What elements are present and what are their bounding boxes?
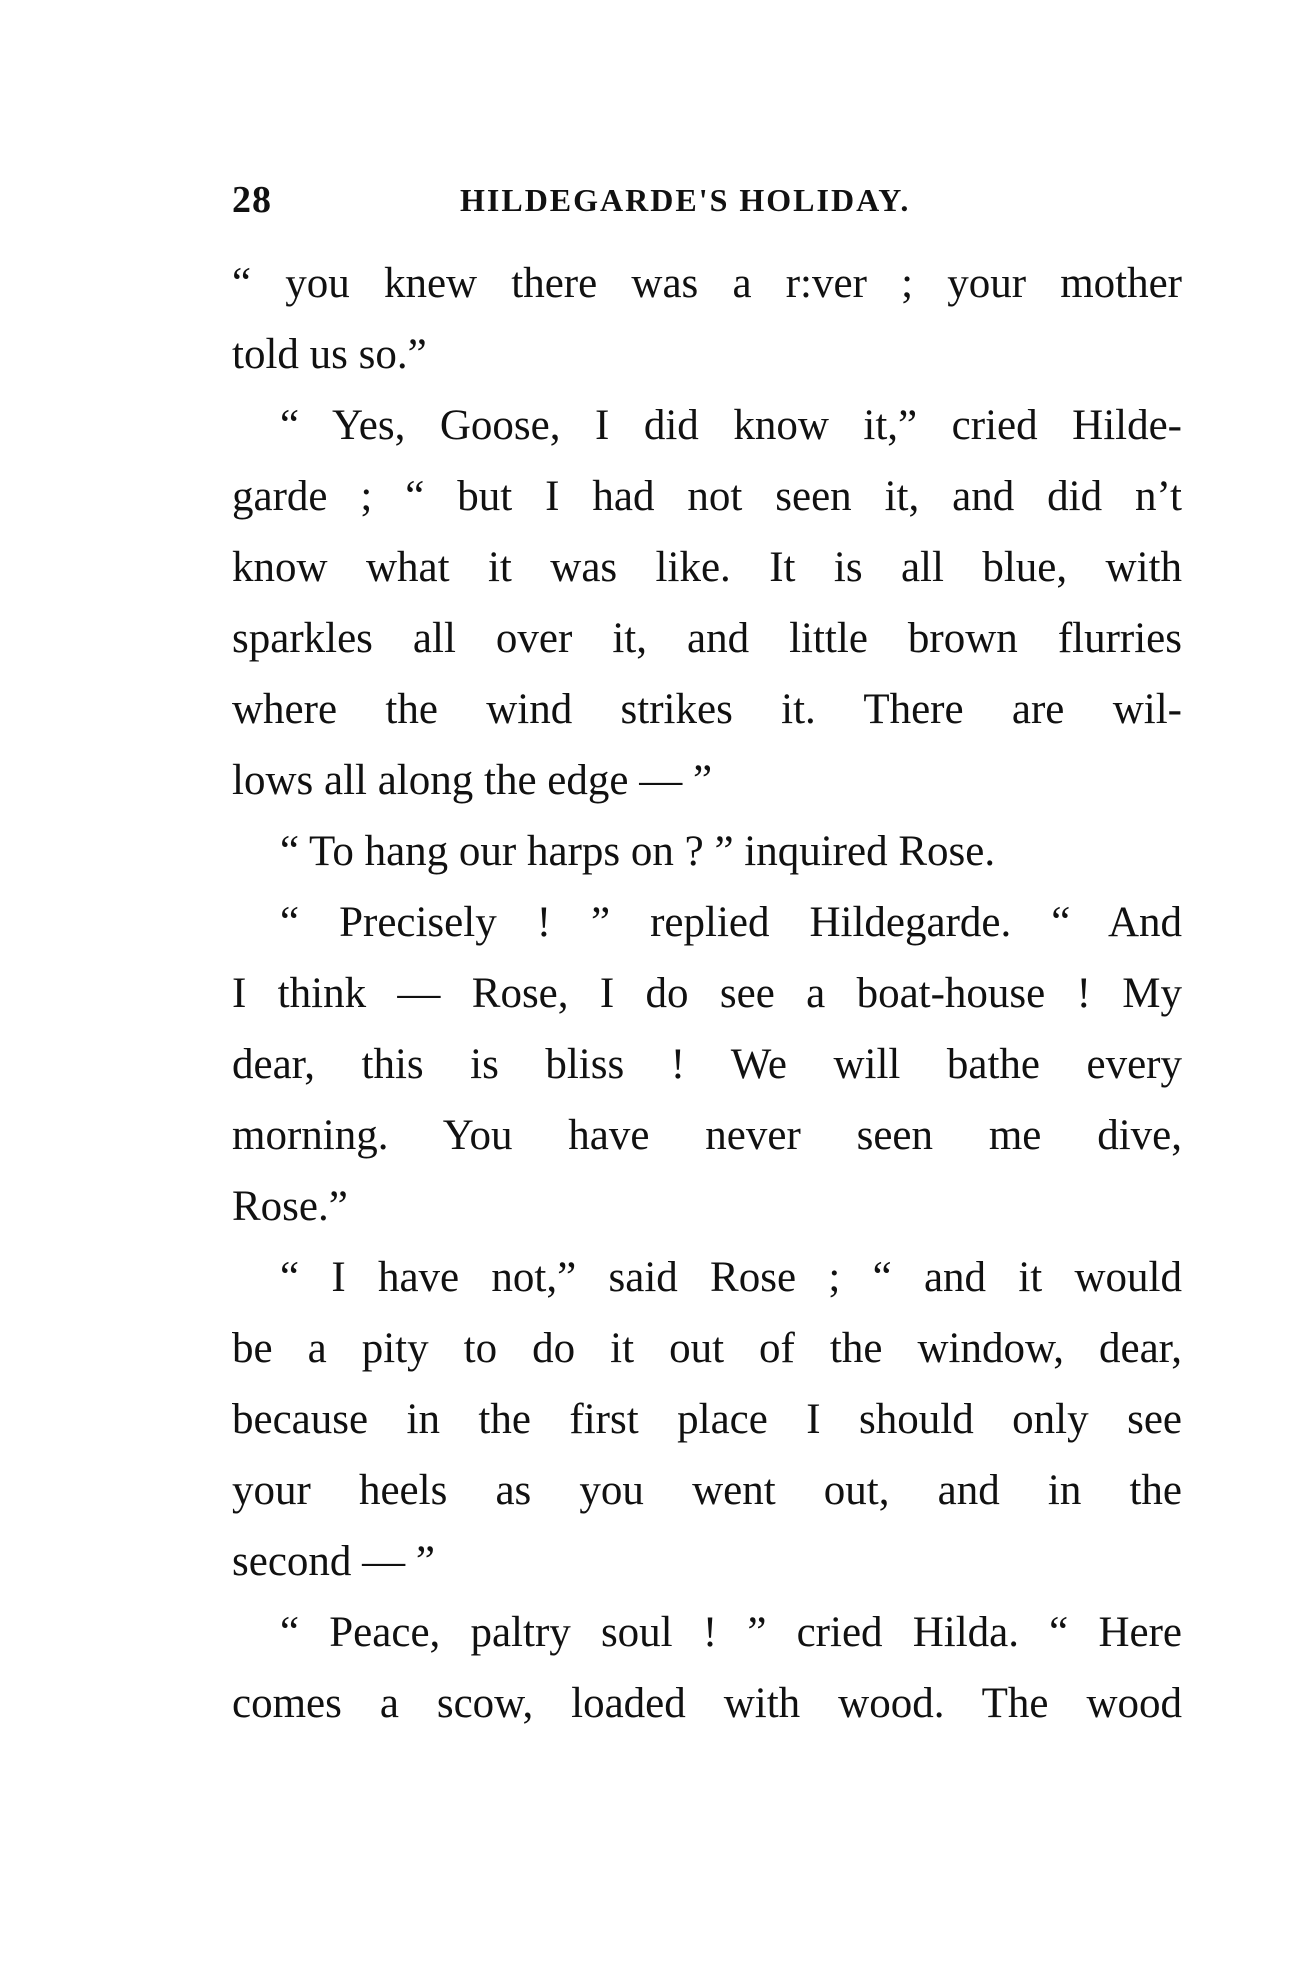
text-line: lows all along the edge — ”: [232, 757, 713, 804]
text-line: where the wind strikes it. There are wil-: [232, 686, 1182, 733]
text-line: your heels as you went out, and in the: [232, 1467, 1182, 1514]
text-line: garde ; “ but I had not seen it, and did n’t: [232, 473, 1182, 520]
text-line: “ I have not,” said Rose ; “ and it would: [280, 1254, 1182, 1301]
text-line: morning. You have never seen me dive,: [232, 1112, 1182, 1159]
text-line: I think — Rose, I do see a boat-house ! My: [232, 970, 1182, 1017]
text-line: dear, this is bliss ! We will bathe every: [232, 1041, 1182, 1088]
text-line: Rose.”: [232, 1183, 348, 1230]
text-line: second — ”: [232, 1538, 435, 1585]
text-line: know what it was like. It is all blue, with: [232, 544, 1182, 591]
text-line: because in the first place I should only see: [232, 1396, 1182, 1443]
page-number: 28: [232, 179, 272, 221]
text-line: “ To hang our harps on ? ” inquired Rose.: [280, 828, 996, 875]
text-line: “ you knew there was a r:ver ; your mother: [232, 260, 1182, 307]
text-line: “ Precisely ! ” replied Hildegarde. “ And: [280, 899, 1182, 946]
text-line: told us so.”: [232, 331, 427, 378]
text-line: sparkles all over it, and little brown flurries: [232, 615, 1182, 662]
text-line: “ Yes, Goose, I did know it,” cried Hilde-: [280, 402, 1182, 449]
running-head: [232, 178, 1172, 228]
body-text: [232, 248, 1182, 1739]
text-line: comes a scow, loaded with wood. The wood: [232, 1680, 1182, 1727]
running-title: HILDEGARDE'S HOLIDAY.: [460, 182, 911, 218]
text-line: “ Peace, paltry soul ! ” cried Hilda. “ Here: [280, 1609, 1182, 1656]
text-line: be a pity to do it out of the window, dear,: [232, 1325, 1182, 1372]
